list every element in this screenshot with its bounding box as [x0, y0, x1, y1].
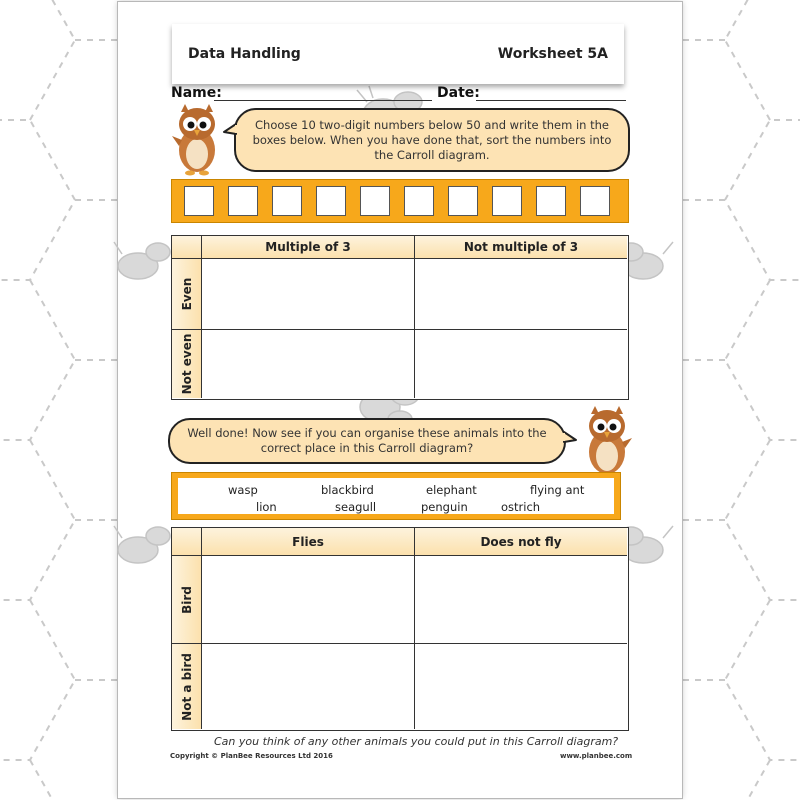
- row-label: Bird: [179, 585, 194, 614]
- instruction-text: Well done! Now see if you can organise these animals into the correct place in this Carroll diagram?: [187, 426, 547, 455]
- animal-word: ostrich: [501, 500, 541, 514]
- instruction-bubble: [234, 108, 630, 172]
- column-header: Flies: [202, 528, 415, 556]
- bubble-tail: [562, 430, 578, 446]
- animal-word: blackbird: [321, 483, 374, 497]
- name-field[interactable]: [214, 100, 432, 101]
- name-label: Name:: [171, 85, 222, 101]
- diagram-cell[interactable]: [415, 330, 627, 398]
- title-banner: [172, 24, 624, 84]
- date-field[interactable]: [476, 100, 626, 101]
- number-box[interactable]: [272, 186, 302, 216]
- row-header: [172, 556, 202, 644]
- owl-mascot-icon: [580, 404, 634, 478]
- animal-word: lion: [256, 500, 277, 514]
- extension-question: Can you think of any other animals you could put in this Carroll diagram?: [214, 735, 619, 748]
- number-box[interactable]: [448, 186, 478, 216]
- bee-watermark: [108, 238, 178, 288]
- diagram-cell[interactable]: [202, 259, 415, 330]
- number-box[interactable]: [228, 186, 258, 216]
- column-header: Not multiple of 3: [415, 236, 627, 259]
- worksheet-number: Worksheet 5A: [497, 46, 608, 62]
- number-box[interactable]: [536, 186, 566, 216]
- row-header: [172, 644, 202, 729]
- diagram-cell[interactable]: [415, 644, 627, 729]
- worksheet-page: [118, 2, 682, 798]
- diagram-cell[interactable]: [202, 556, 415, 644]
- bee-watermark: [108, 522, 178, 572]
- date-label: Date:: [437, 85, 480, 101]
- carroll-diagram-animals: [171, 527, 629, 731]
- animal-word: flying ant: [530, 483, 585, 497]
- number-box[interactable]: [492, 186, 522, 216]
- row-label: Not a bird: [179, 652, 194, 721]
- copyright-text: Copyright © PlanBee Resources Ltd 2016: [170, 752, 333, 760]
- corner-cell: [172, 528, 202, 556]
- row-label: Not even: [179, 333, 194, 395]
- animal-word: seagull: [335, 500, 377, 514]
- animal-word: wasp: [228, 483, 258, 497]
- animal-word-bank: [171, 472, 621, 520]
- bubble-tail: [222, 122, 238, 138]
- number-box-strip: [171, 179, 629, 223]
- row-label: Even: [179, 277, 194, 311]
- word-bank-inner: [178, 478, 614, 514]
- website-link[interactable]: www.planbee.com: [560, 752, 633, 760]
- number-box[interactable]: [404, 186, 434, 216]
- animal-word: penguin: [421, 500, 468, 514]
- animal-word: elephant: [426, 483, 477, 497]
- instruction-text: Choose 10 two-digit numbers below 50 and write them in the boxes below. When you have done that, sort the numbers into the Carroll diagram.: [252, 117, 612, 162]
- number-box[interactable]: [316, 186, 346, 216]
- column-header: Multiple of 3: [202, 236, 415, 259]
- diagram-cell[interactable]: [415, 259, 627, 330]
- number-box[interactable]: [360, 186, 390, 216]
- row-header: [172, 259, 202, 330]
- diagram-cell[interactable]: [202, 330, 415, 398]
- row-header: [172, 330, 202, 398]
- subject-title: Data Handling: [188, 46, 301, 62]
- corner-cell: [172, 236, 202, 259]
- diagram-cell[interactable]: [415, 556, 627, 644]
- carroll-diagram-numbers: [171, 235, 629, 400]
- instruction-bubble: [168, 418, 566, 464]
- number-box[interactable]: [184, 186, 214, 216]
- number-box[interactable]: [580, 186, 610, 216]
- diagram-cell[interactable]: [202, 644, 415, 729]
- owl-mascot-icon: [170, 102, 224, 176]
- column-header: Does not fly: [415, 528, 627, 556]
